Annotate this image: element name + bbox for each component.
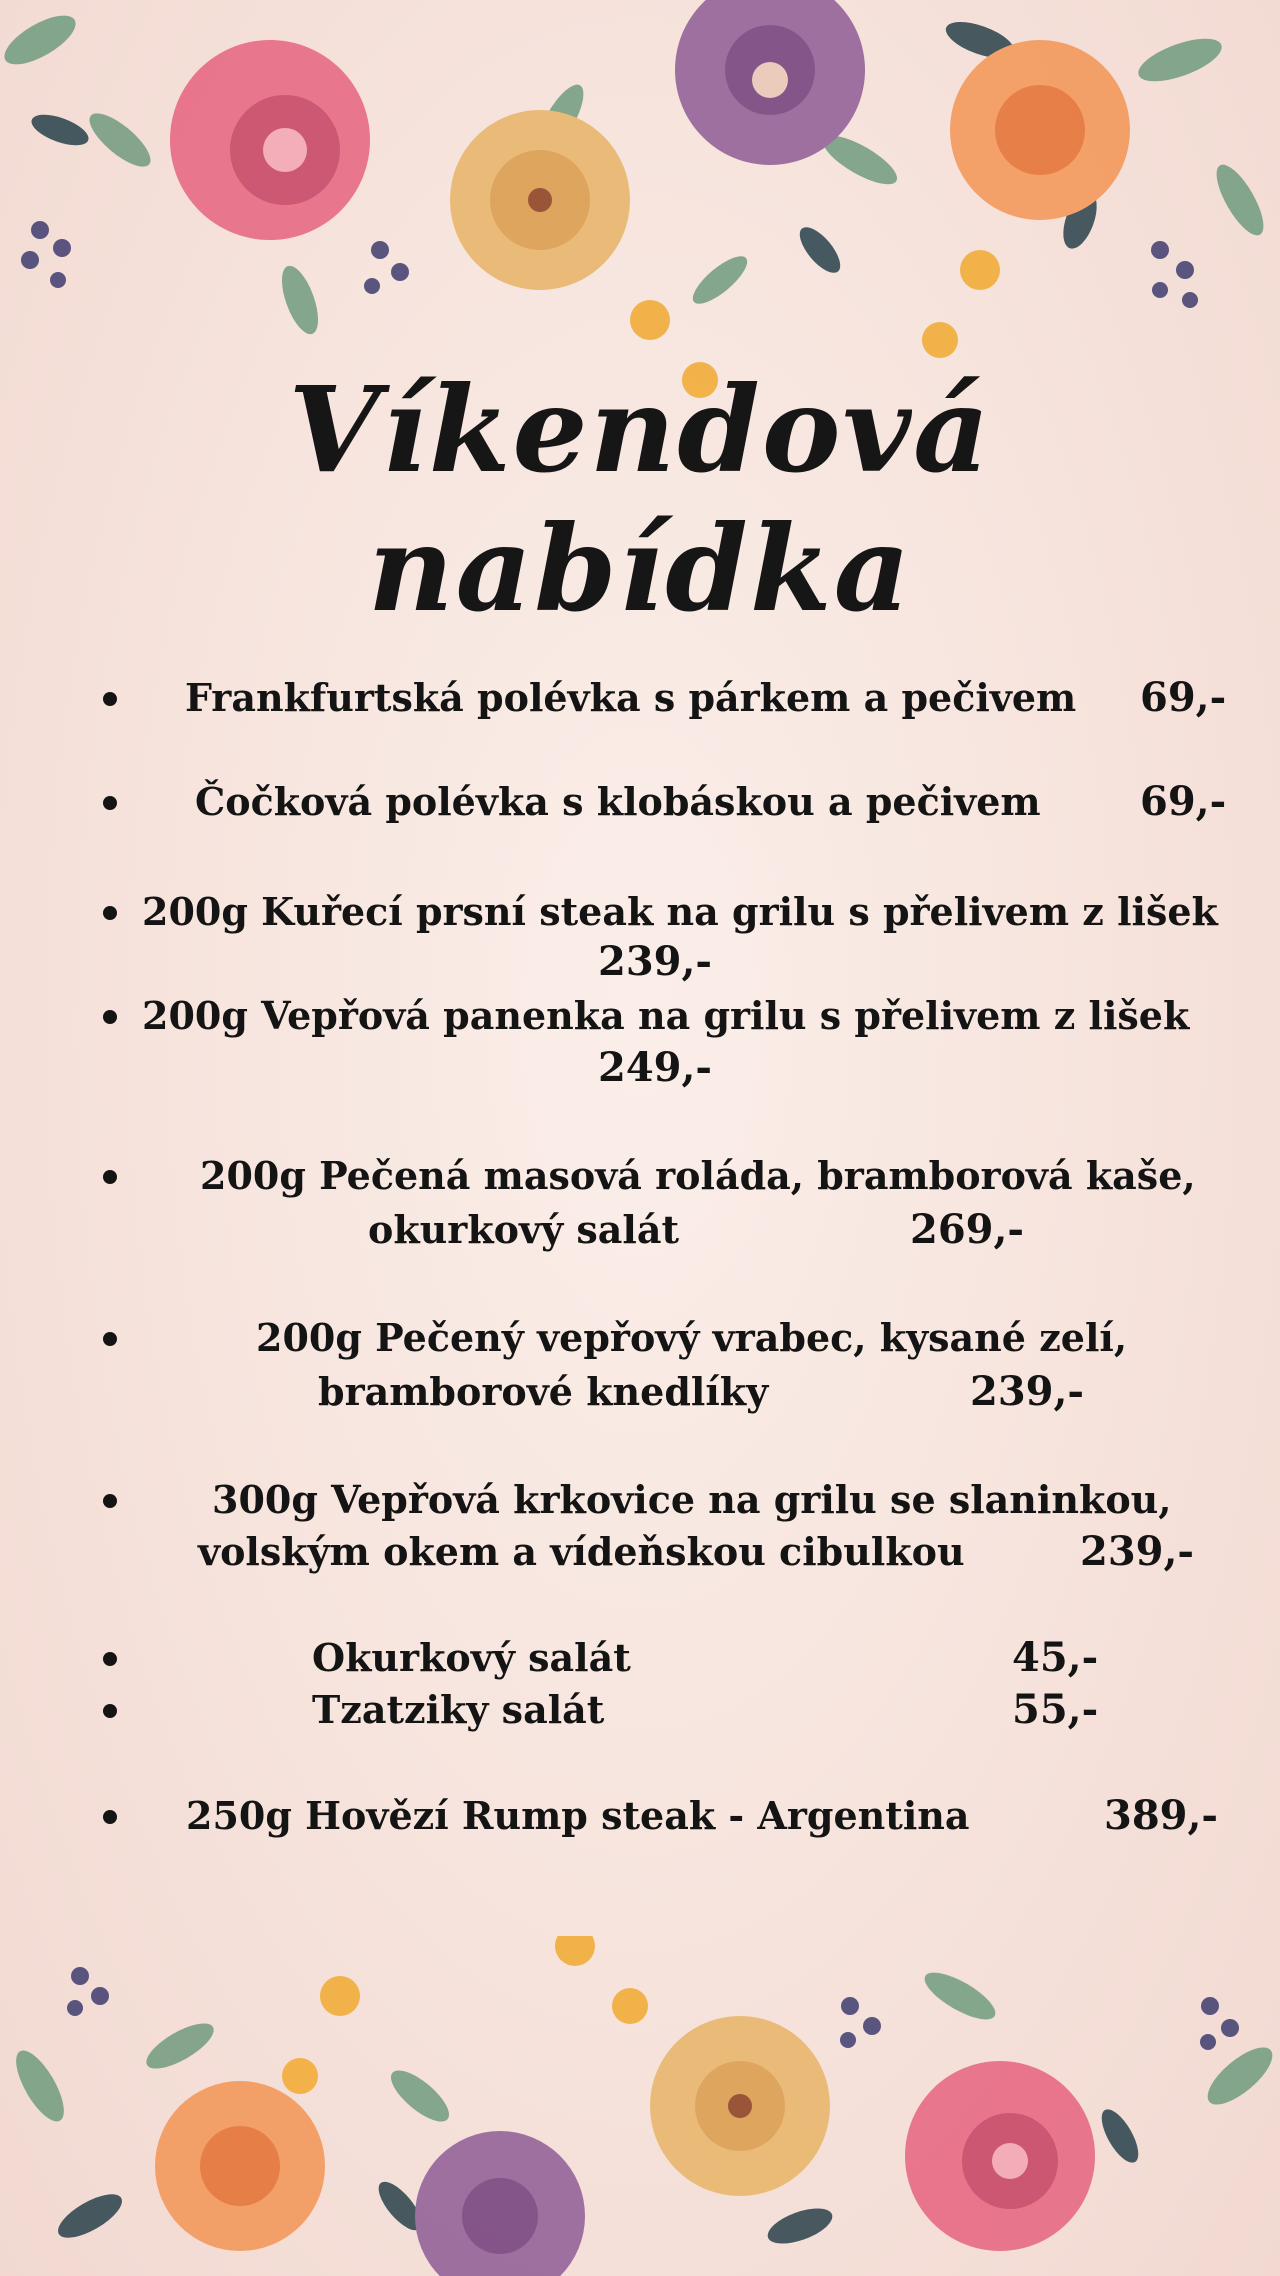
menu-item-price: 389,- [1104, 1792, 1219, 1839]
menu-item-price: 55,- [1012, 1686, 1099, 1733]
menu-item-name: 200g Kuřecí prsní steak na grilu s přelivem z lišek [142, 889, 1218, 934]
menu-item-name: Čočková polévka s klobáskou a pečivem [195, 779, 1041, 824]
bullet-icon [103, 1652, 117, 1666]
bullet-icon [103, 1810, 117, 1824]
page-title: Víkendová nabídka [288, 360, 992, 638]
menu-item-name: 250g Hovězí Rump steak - Argentina [186, 1793, 970, 1838]
menu-item-name: Frankfurtská polévka s párkem a pečivem [185, 675, 1077, 720]
menu-item-name: Tzatziky salát [312, 1687, 605, 1732]
menu-item-name: 200g Pečený vepřový vrabec, kysané zelí, [256, 1315, 1128, 1360]
menu-item-price: 69,- [1140, 778, 1227, 825]
bullet-icon [103, 796, 117, 810]
menu-item-name: volským okem a vídeňskou cibulkou [198, 1529, 965, 1574]
menu-item-price: 249,- [598, 1044, 713, 1091]
menu-item-name: bramborové knedlíky [318, 1369, 769, 1414]
bullet-icon [103, 906, 117, 920]
menu-item-name: okurkový salát [368, 1207, 680, 1252]
menu-item-price: 69,- [1140, 674, 1227, 721]
menu-item-name: 200g Vepřová panenka na grilu s přelivem z lišek [142, 993, 1190, 1038]
floral-bottom-decoration [0, 1936, 1280, 2276]
menu-item-price: 45,- [1012, 1634, 1099, 1681]
bullet-icon [103, 1494, 117, 1508]
bullet-icon [103, 1010, 117, 1024]
menu-item-name: 200g Pečená masová roláda, bramborová kaše, [200, 1153, 1196, 1198]
bullet-icon [103, 1704, 117, 1718]
menu-item-name: Okurkový salát [312, 1635, 631, 1680]
menu-item-price: 269,- [910, 1206, 1025, 1253]
menu-item-price: 239,- [970, 1368, 1085, 1415]
menu-item-name: 300g Vepřová krkovice na grilu se slaninkou, [212, 1477, 1172, 1522]
bullet-icon [103, 1332, 117, 1346]
menu-item-price: 239,- [598, 938, 713, 985]
menu-item-price: 239,- [1080, 1528, 1195, 1575]
bullet-icon [103, 1170, 117, 1184]
bullet-icon [103, 692, 117, 706]
